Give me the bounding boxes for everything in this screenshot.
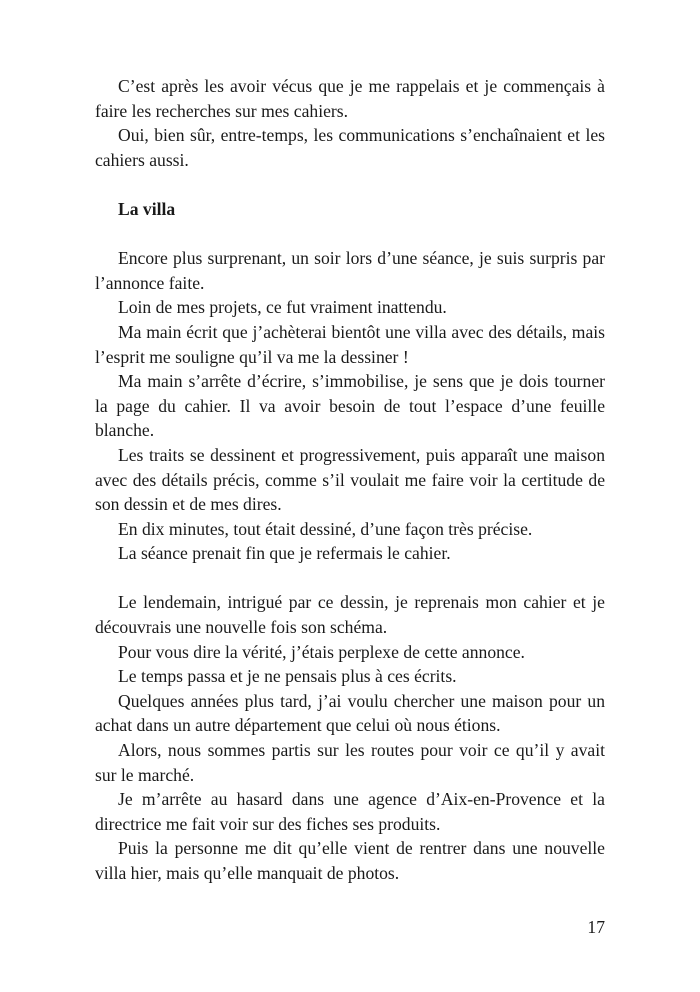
paragraph: En dix minutes, tout était dessiné, d’une façon très précise. [118,518,533,539]
paragraph: Alors, nous sommes partis sur les routes pour voir ce qu’il y avait sur le marché. [95,740,605,785]
paragraph: Quelques années plus tard, j’ai voulu chercher une maison pour un achat dans un autre département que celui où nous étions. [95,690,605,736]
paragraph: Je m’arrête au hasard dans une agence d’Aix-en-Provence et la directrice me fait voir sur des fiches ses produits. [95,789,605,834]
paragraph: Ma main s’arrête d’écrire, s’immobilise, je sens que je dois tourner la page du cahier. Il va avoir besoin de tout l’espace d’une feuille blanche. [95,371,605,441]
paragraph: Le lendemain, intrigué par ce dessin, je reprenais mon cahier et je découvrais une nouvelle fois son schéma. [95,592,605,638]
paragraph: Ma main écrit que j’achèterai bientôt une villa avec des détails, mais l’esprit me souligne qu’il va me la dessiner ! [95,321,605,367]
section-heading: La villa [118,198,176,219]
paragraph: Oui, bien sûr, entre-temps, les communications s’enchaînaient et les cahiers aussi. [95,125,605,170]
paragraph: C’est après les avoir vécus que je me rappelais et je commençais à faire les recherches sur mes cahiers. [95,76,605,121]
paragraph: La séance prenait fin que je refermais le cahier. [118,543,451,564]
body-text [95,74,605,886]
page-number: 17 [587,917,605,937]
paragraph: Pour vous dire la vérité, j’étais perplexe de cette annonce. [118,641,525,662]
paragraph: Loin de mes projets, ce fut vraiment inattendu. [118,297,447,318]
paragraph: Encore plus surprenant, un soir lors d’une séance, je suis surpris par l’annonce faite. [95,248,605,293]
paragraph-gap [95,566,605,591]
paragraph: Le temps passa et je ne pensais plus à ces écrits. [118,666,457,687]
paragraph: Les traits se dessinent et progressivement, puis apparaît une maison avec des détails précis, comme s’il voulait me faire voir la certitude de son dessin et de mes dires. [95,444,605,515]
paragraph: Puis la personne me dit qu’elle vient de rentrer dans une nouvelle villa hier, mais qu’elle manquait de photos. [95,838,605,883]
